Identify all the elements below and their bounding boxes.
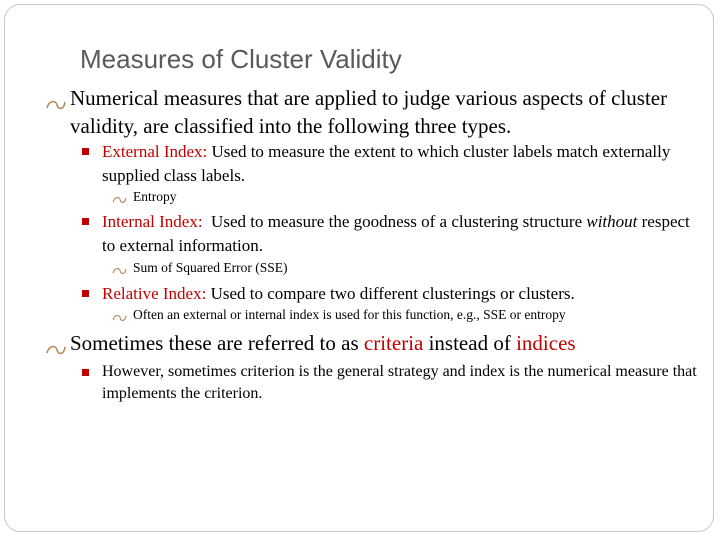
bullet-internal-index [102,210,702,258]
bullet-swirl-icon [46,336,66,364]
bullet-swirl-icon [112,263,127,281]
relative-index-term: Relative Index: [102,284,207,303]
internal-index-desc-pre: Used to measure the goodness of a clustering structure [202,212,587,231]
bullet-swirl-icon [46,91,66,119]
external-index-term: External Index: [102,142,208,161]
slide-title: Measures of Cluster Validity [80,44,402,74]
external-index-desc: Used to measure the extent to which cluster labels match externally supplied class labels. [102,142,671,185]
relative-index-desc: Used to compare two different clusterings or clusters. [206,284,575,303]
square-bullet-icon [82,290,89,297]
bullet-text: Sum of Squared Error (SSE) [133,260,288,275]
bullet-text: Numerical measures that are applied to judge various aspects of cluster validity, are classified into the following three types. [70,86,668,138]
square-bullet-icon [82,369,89,376]
square-bullet-icon [82,148,89,155]
square-bullet-icon [82,218,89,225]
internal-index-term: Internal Index: [102,212,203,231]
internal-index-emphasis: without [586,212,638,231]
bullet-sse [133,259,693,277]
bullet-entropy [133,188,693,206]
bullet-swirl-icon [112,192,127,210]
bullet-criteria-indices [70,329,710,357]
bullet-however [102,361,702,405]
criteria-pre: Sometimes these are referred to as [70,331,364,355]
indices-word: indices [516,331,576,355]
bullet-relative-index [102,282,702,306]
criteria-word: criteria [363,331,424,355]
bullet-text: Often an external or internal index is used for this function, e.g., SSE or entropy [133,307,566,322]
bullet-text: However, sometimes criterion is the general strategy and index is the numerical measure that implements the criterion. [102,363,697,402]
bullet-often-external [133,306,693,324]
bullet-swirl-icon [112,310,127,328]
internal-index-desc-post: respect to external information. [102,212,690,255]
bullet-numerical-measures [70,84,710,140]
bullet-text: Entropy [133,189,177,204]
criteria-mid: instead of [423,331,517,355]
bullet-external-index [102,140,702,188]
